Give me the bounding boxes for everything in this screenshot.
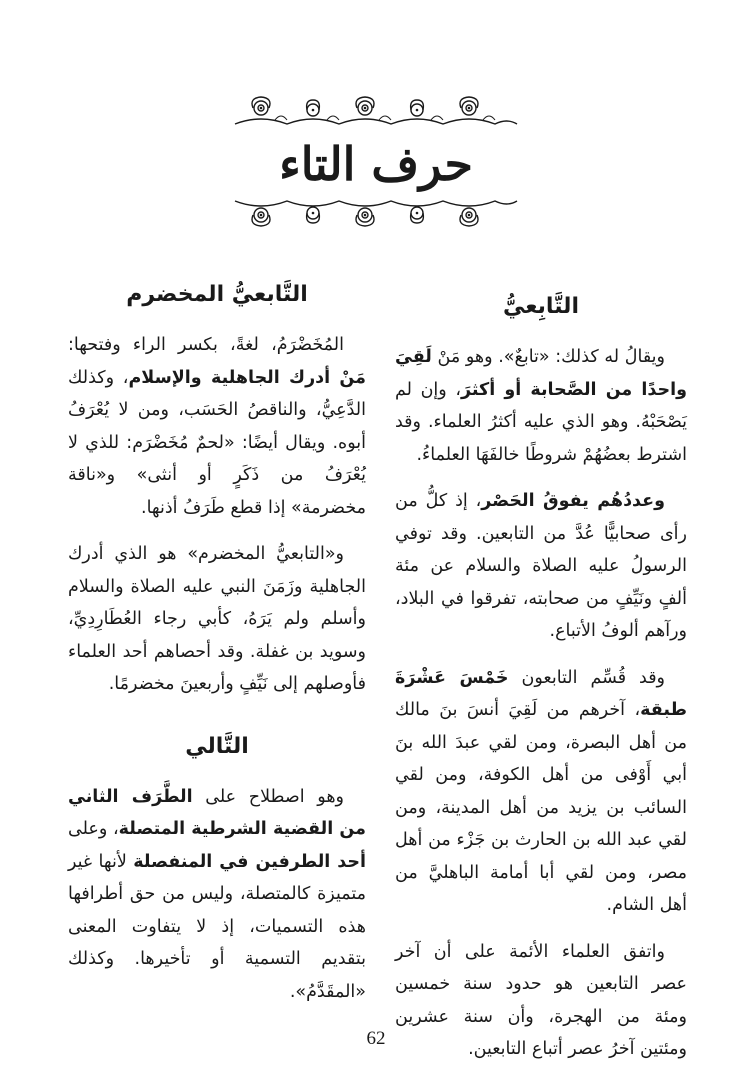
text-run: لأنها غير متميزة كالمتصلة، وليس من حق أطرافها هذه التسميات، إذ لا يتفاوت المعنى بتقديم التسمية أو تأخيرها. وكذلك «المقَدَّمُ». <box>68 851 366 1002</box>
bottom-ornament <box>0 193 752 229</box>
paragraph <box>68 781 366 1009</box>
section-title-tabii: التَّابِعيُّ <box>503 294 579 319</box>
text-run: ، وكذلك الدَّعِيُّ، والناقصُ الحَسَب، ومن لا يُعْرَفُ أبوه. ويقال أيضًا: «لحمٌ مُخَضْرَم: للذي لا يُعْرَفُ من ذَكَرٍ أو أنثى» و«ناقة مخضرمة» إذا قطع طَرَفُ أذنها. <box>68 367 366 518</box>
page-number: 62 <box>366 1028 386 1049</box>
floral-ornament-icon <box>231 195 521 227</box>
bold-term: وعددُهُم يفوقُ الحَصْر <box>481 491 665 511</box>
bold-term: مَنْ أدرك الجاهلية والإسلام <box>128 367 366 388</box>
left-column <box>68 275 366 1008</box>
paragraph <box>395 341 687 471</box>
text-run: و«التابعيُّ المخضرم» هو الذي أدرك الجاهلية وزَمَنَ النبي عليه الصلاة والسلام وأسلم ولم يَرَهُ، كأبي رجاء العُطَارِدِيِّ، وسويد بن غفلة. وقد أحصاهم أحد العلماء فأوصلهم إلى نَيِّفٍ وأربعينَ مخضرمًا. <box>68 544 366 694</box>
text-run: وهو اصطلاح على <box>192 786 345 807</box>
text-run: وقد قُسِّم التابعون <box>508 667 666 688</box>
text-run: المُخَضْرَمُ، لغةً، بكسر الراء وفتحها: <box>68 335 344 355</box>
paragraph <box>395 662 687 922</box>
right-column <box>395 287 687 1066</box>
text-run: ، وإن لم يَصْحَبْهُ. وهو الذي عليه أكثرُ العلماء. وقد اشترط بعضُهُمْ شروطًا خالفَهَا العلماءُ. <box>395 379 687 465</box>
paragraph <box>68 329 366 524</box>
paragraph <box>68 538 366 701</box>
section-title-mukhadram: التَّابعيُّ المخضرم <box>126 282 308 307</box>
chapter-title: حرف التاء <box>279 137 473 191</box>
text-run: ، وعلى <box>68 819 119 839</box>
floral-ornament-icon <box>231 94 521 130</box>
text-run: ، إذ كلُّ من رأى صحابيًّا عُدَّ من التابعين. وقد توفي الرسولُ عليه الصلاة والسلام عن مئة ألفٍ ونَيِّفٍ من صحابته، تفرقوا في البلاد، ورآهم ألوفُ الأتباع. <box>395 491 687 641</box>
text-run: واتفق العلماء الأئمة على أن آخر عصر التابعين هو حدود سنة خمسين ومئة من الهجرة، وأن سنة عشرين ومئتين آخرُ عصر أتباع التابعين. <box>395 941 687 1059</box>
bold-term: الطَّرَف الثاني من القضية الشرطية المتصلة <box>68 786 366 839</box>
paragraph <box>395 485 687 648</box>
text-run: ، آخرهم من لَقِيَ أنسَ بنَ مالك من أهل البصرة، ومن لقي عبدَ الله بنَ أبي أَوْفى من أهل الكوفة، ومن لقي السائب بن يزيد من أهل المدينة، ومن لقي عبد الله بن الحارث بن جَزْء من أهل مصر، ومن لقي أبا أمامة الباهليَّ من أهل الشام. <box>395 700 687 915</box>
text-run: ويقالُ له كذلك: «تابعٌ». وهو مَنْ <box>431 347 665 367</box>
bold-term: أحد الطرفين في المنفصلة <box>133 851 367 872</box>
bold-term: خَمْسَ عَشْرَةَ طبقة <box>395 667 687 720</box>
top-ornament <box>0 92 752 132</box>
bold-term: لَقِيَ واحدًا من الصَّحابة أو أكثرَ <box>395 347 688 400</box>
section-title-tali: التَّالي <box>185 733 249 759</box>
